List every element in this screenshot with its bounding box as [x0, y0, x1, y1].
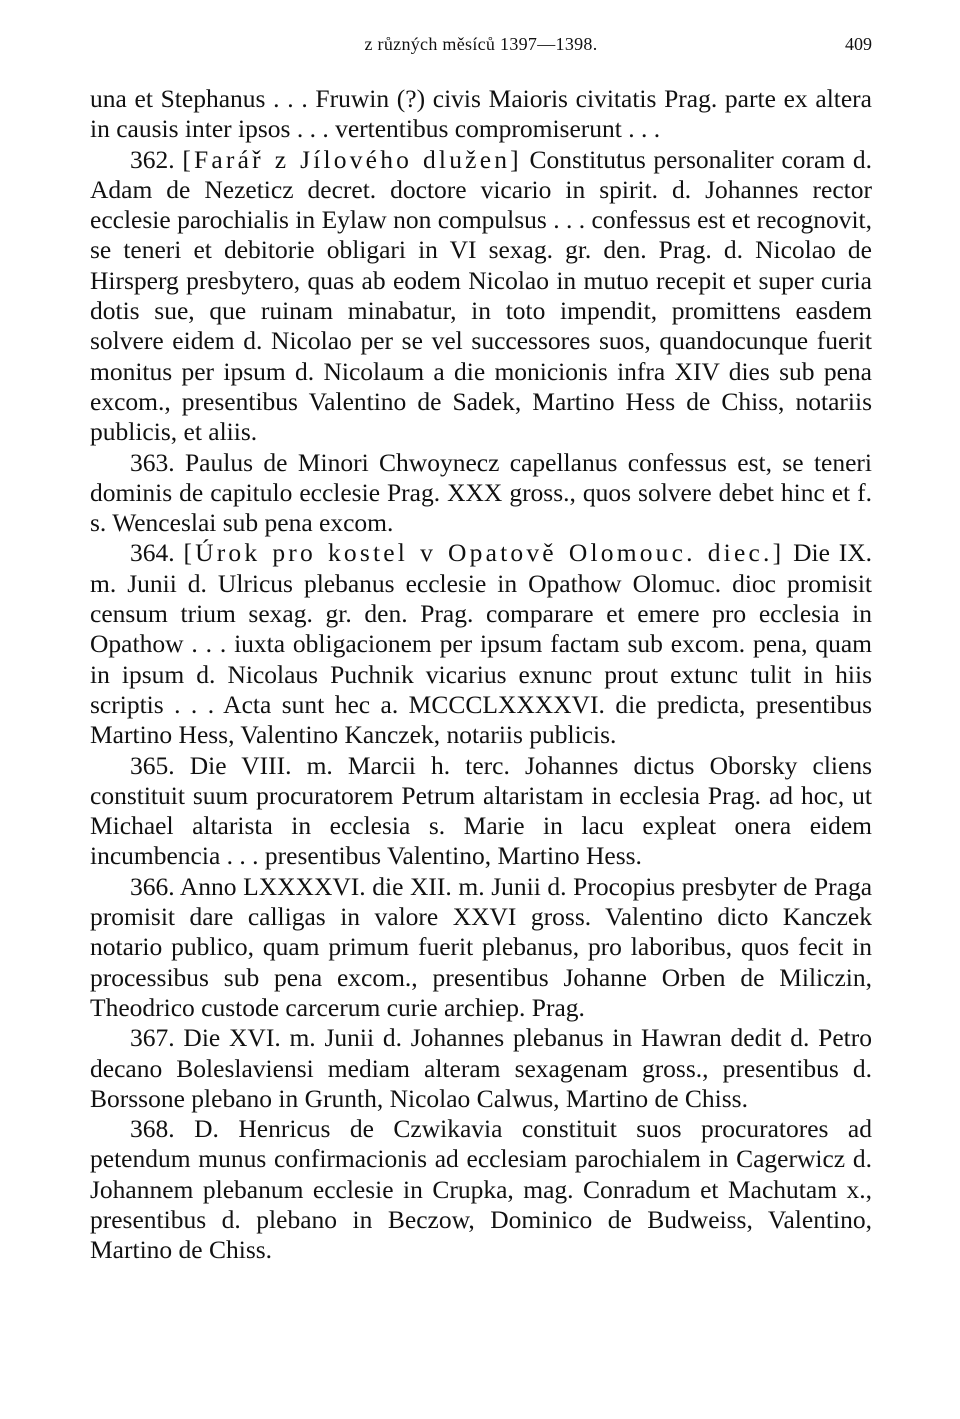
- entry-366: [90, 872, 872, 1023]
- entry-text: Die XVI. m. Junii d. Johannes plebanus in Hawran dedit d. Petro decano Boleslaviensi mediam alteram sexagenam gross., presentibus d. Borssone plebano in Grunth, Nicolao Calwus, Martino de Chiss.: [90, 1023, 872, 1113]
- paragraph-text: una et Stephanus . . . Fruwin (?) civis Maioris civitatis Prag. parte ex altera in causis inter ipsos . . . vertentibus compromiserunt . . .: [90, 84, 872, 144]
- entry-368: [90, 1114, 872, 1265]
- entry-number: 364.: [130, 538, 175, 568]
- entry-number: 362.: [130, 144, 175, 174]
- entry-text: Die VIII. m. Marcii h. terc. Johannes dictus Oborsky cliens constituit suum procuratorem Petrum altaristam in ecclesia Prag. ad hoc, ut Michael altarista in ecclesia s. Marie in lacu expleat onera eidem incumbencia . . . presentibus Valentino, Martino Hess.: [90, 750, 872, 871]
- entry-number: 366.: [130, 871, 175, 901]
- entry-text: Paulus de Minori Chwoynecz capellanus confessus est, se teneri dominis de capitulo ecclesie Prag. XXX gross., quos solvere debet hinc et f. s. Wenceslai sub pena excom.: [90, 447, 873, 538]
- document-page: [90, 22, 872, 1266]
- document-body: [90, 84, 872, 1266]
- entry-text: Die IX. m. Junii d. Ulricus plebanus ecclesie in Opathow Olomuc. dioc promisit censum trium sexag. gr. den. Prag. comparare et emere pro ecclesia in Opathow . . . iuxta obligacionem per ipsum factam sub excom. pena, quam in ipsum d. Nicolaus Puchnik vicarius exnunc prout extunc tulit in hiis scriptis . . . Acta sunt hec a. MCCCLXXXXVI. die predicta, presentibus Martino Hess, Valentino Kanczek, notariis publicis.: [90, 538, 872, 750]
- entry-heading: [Úrok pro kostel v Opatově Olomouc. diec.]: [183, 538, 785, 568]
- entry-364: [90, 538, 872, 750]
- entry-text: D. Henricus de Czwikavia constituit suos procuratores ad petendum munus confirmacionis ad ecclesiam parochialem in Cagerwicz d. Johannem plebanum ecclesie in Crupka, mag. Conradum et Machutam x., presentibus d. plebano in Beczow, Dominico de Budweiss, Valentino, Martino de Chiss.: [90, 1114, 873, 1265]
- entry-text: Anno LXXXXVI. die XII. m. Junii d. Procopius presbyter de Praga promisit dare calligas in valore XXVI gross. Valentino dicto Kanczek notario publico, quam primum fuerit plebanus, pro laboribus, quos fecit in processibus sub pena excom., presentibus Johanne Orben de Miliczin, Theodrico custode carcerum curie archiep. Prag.: [90, 871, 873, 1022]
- entry-number: 368.: [130, 1114, 175, 1144]
- page-header: [90, 22, 872, 58]
- entry-number: 363.: [130, 447, 175, 477]
- entry-heading: [Farář z Jílového dlužen]: [182, 144, 522, 174]
- paragraph-continuation: [90, 84, 872, 145]
- entry-number: 365.: [130, 750, 175, 780]
- entry-number: 367.: [130, 1023, 175, 1053]
- entry-362: [90, 145, 872, 448]
- page-number: 409: [845, 34, 872, 54]
- entry-365: [90, 751, 872, 872]
- entry-367: [90, 1023, 872, 1114]
- running-title: z různých měsíců 1397—1398.: [364, 34, 598, 54]
- entry-text: Constitutus personaliter coram d. Adam de Nezeticz decret. doctore vicario in spirit. d. Johannes rector ecclesie parochialis in Eylaw non compulsus . . . confessus est et recognovit, se teneri et debitorie obligari in VI sexag. gr. den. Prag. d. Nicolao de Hirsperg presbytero, quas ab eodem Nicolao in mutuo recepit et super curia dotis sue, que ruinam minabatur, in toto impendit, promittens easdem solvere eidem d. Nicolao per se vel successores suos, quandocunque fuerit monitus per ipsum d. Nicolaum a die monicionis infra XIV dies sub pena excom., presentibus Valentino de Sadek, Martino Hess de Chiss, notariis publicis, et aliis.: [90, 144, 872, 447]
- entry-363: [90, 448, 872, 539]
